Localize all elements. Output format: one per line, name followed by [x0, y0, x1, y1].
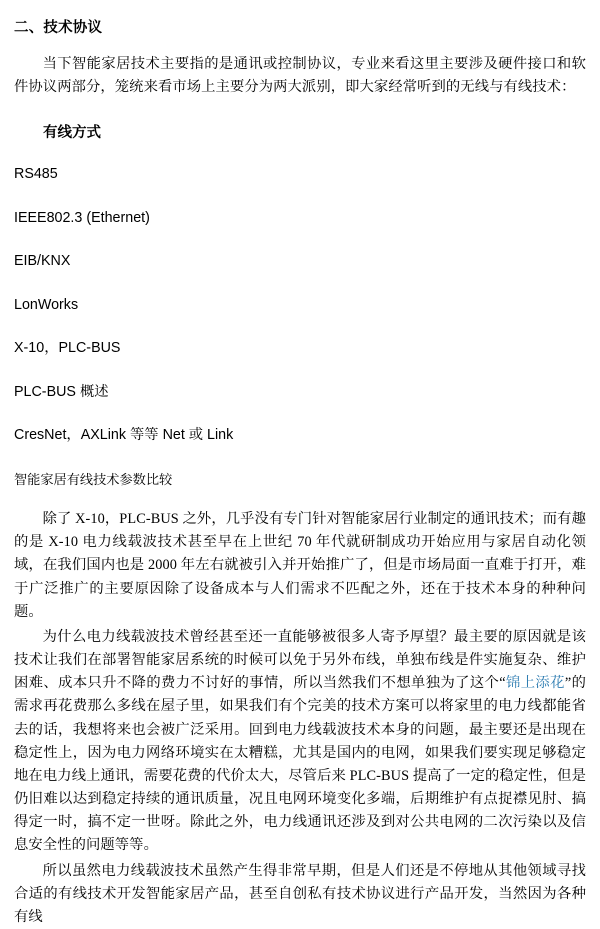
- paragraph-1: 除了 X-10，PLC-BUS 之外，几乎没有专门针对智能家居行业制定的通讯技术；而有趣的是 X-10 电力线载波技术甚至早在上世纪 70 年代就研制成功开始应用与家居自动化领域，在我们国内也是 2000 年左右就被引入并开始推广了，但是市场局面一直难于打开，难于广泛推广的主要原因除了设备成本与人们需求不匹配之外，还在于技术本身的种种问题。: [14, 511, 586, 620]
- paragraph-2: [14, 626, 586, 858]
- paragraph-2-part-a: 为什么电力线载波技术曾经甚至还一直能够被很多人寄予厚望？最主要的原因就是该技术让我们在部署智能家居系统的时候可以免于另外布线，单独布线是件实施复杂、维护困难、成本只升不降的费力不讨好的事情，所以当然我们不想单独为了这个“: [14, 628, 586, 692]
- section-heading: 二、技术协议: [14, 20, 103, 36]
- body-text-block: [14, 508, 586, 929]
- tech-list-item-ieee8023: IEEE802.3 (Ethernet): [14, 209, 150, 226]
- tech-list-item-eibknx: EIB/KNX: [14, 253, 71, 270]
- paragraph-3: 所以虽然电力线载波技术虽然产生得非常早期，但是人们还是不停地从其他领域寻找合适的有线技术开发智能家居产品，甚至自创私有技术协议进行产品开发，当然因为各种有线: [14, 862, 586, 925]
- paragraph-2-part-b: ”的需求再花费那么多线在屋子里，如果我们有个完美的技术方案可以将家里的电力线都能省去的话，我想将来也会被广泛采用。回到电力线载波技术本身的问题，最主要还是出现在稳定性上，因为电力网络环境实在太糟糕，尤其是国内的电网，如果我们要实现足够稳定地在电力线上通讯，需要花费的代价太大，尽管后来 PLC-BUS 提高了一定的稳定性，但是仍旧难以达到稳定持续的通讯质量，况且电网环境变化多端，后期维护有点捉襟见肘、搞得定一时，搞不定一世呀。除此之外，电力线通讯还涉及到对公共电网的二次污染以及信息安全性的问题等等。: [14, 675, 587, 854]
- tech-list-item-cresnet-axlink: CresNet，AXLink 等等 Net 或 Link: [14, 426, 234, 443]
- subsection-heading: 有线方式: [43, 125, 101, 142]
- tech-list-item-x10-plcbus: X-10，PLC-BUS: [14, 340, 121, 357]
- comparison-caption: 智能家居有线技术参数比较: [14, 472, 173, 488]
- tech-list-item-plcbus-overview: PLC-BUS 概述: [14, 383, 109, 400]
- tech-list-item-rs485: RS485: [14, 166, 58, 183]
- intro-paragraph: 当下智能家居技术主要指的是通讯或控制协议，专业来看这里主要涉及硬件接口和软件协议两部分，笼统来看市场上主要分为两大派别，即大家经常听到的无线与有线技术：: [14, 56, 586, 96]
- inline-link-jinshangtianhua[interactable]: 锦上添花: [505, 675, 565, 692]
- tech-list-item-lonworks: LonWorks: [14, 296, 79, 313]
